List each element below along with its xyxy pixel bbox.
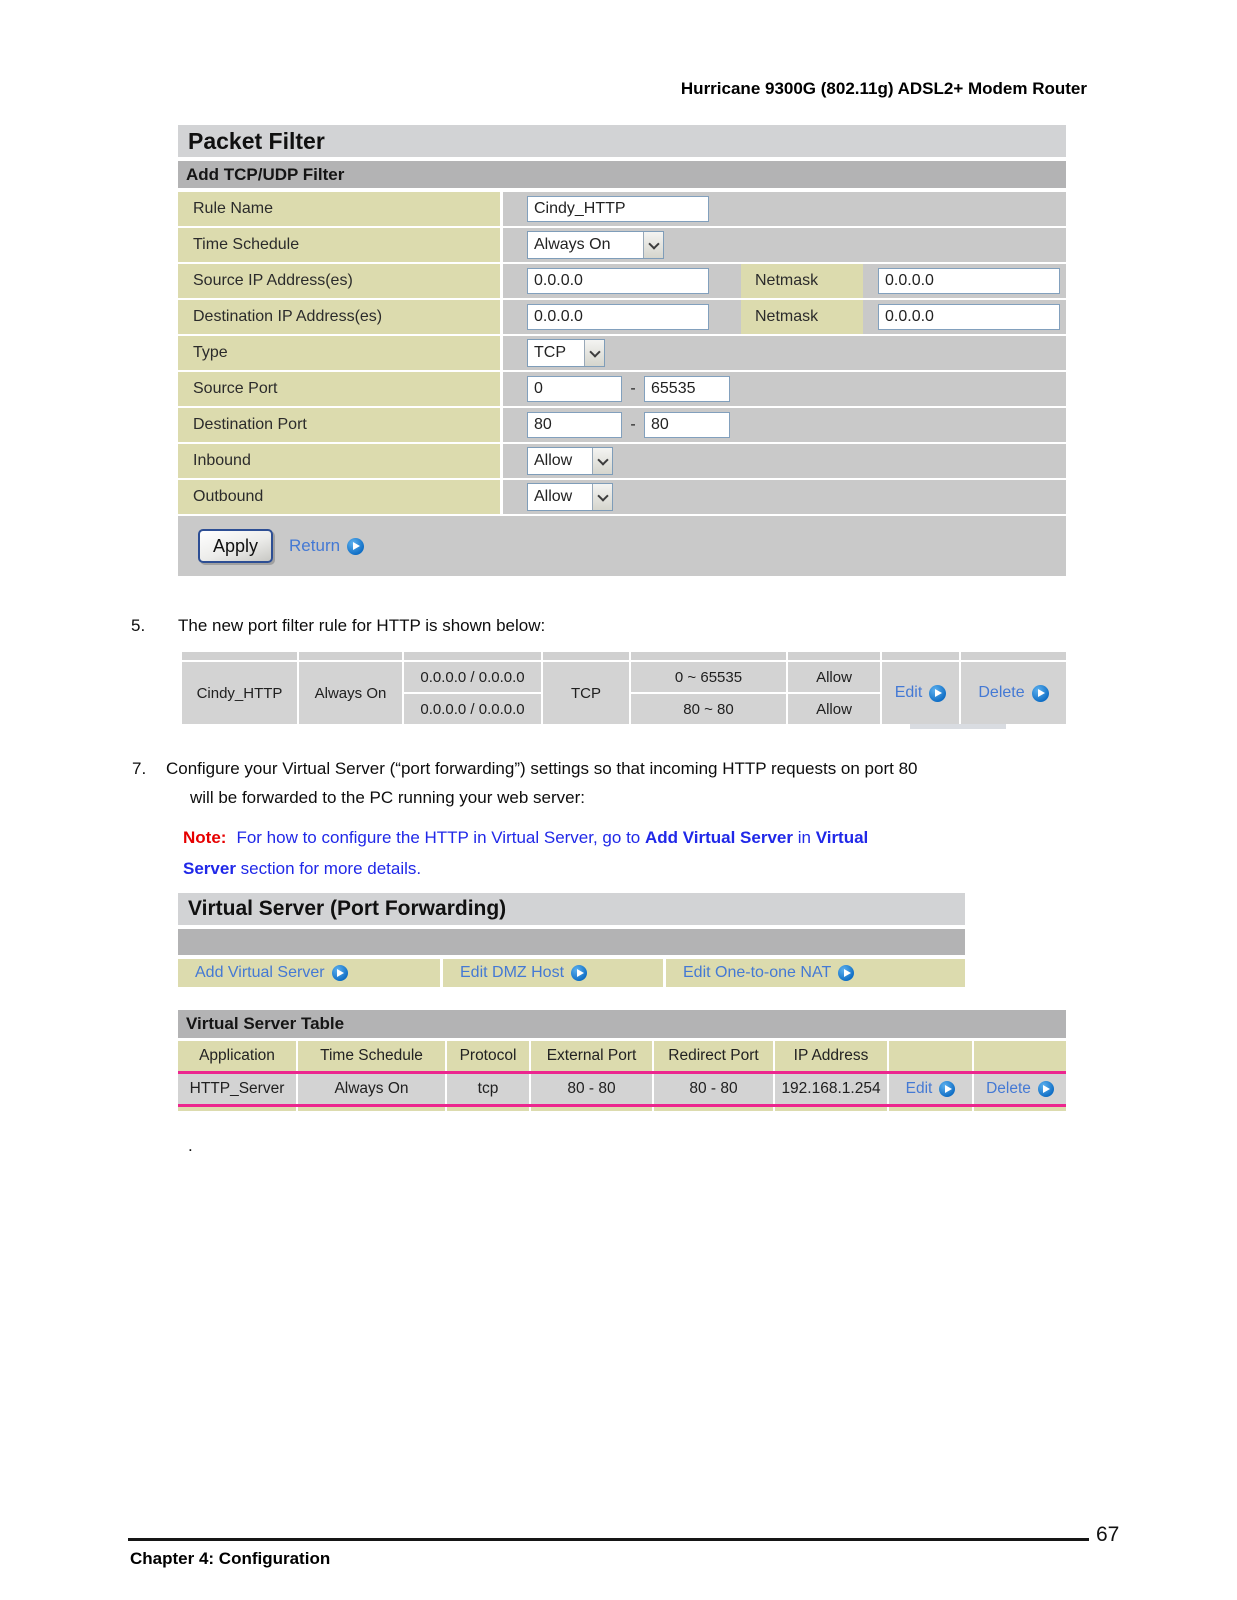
inbound-value: Allow	[534, 452, 573, 469]
source-netmask-input[interactable]	[878, 268, 1060, 294]
inbound-select[interactable]	[527, 447, 613, 475]
rule-ip-dest: 0.0.0.0 / 0.0.0.0	[404, 694, 541, 724]
step-7-line2: will be forwarded to the PC running your web server:	[190, 788, 585, 807]
chevron-down-icon	[648, 238, 659, 249]
step-5-text	[131, 616, 545, 636]
dest-ip-label: Destination IP Address(es)	[178, 300, 500, 334]
port-range-separator: -	[630, 380, 636, 397]
play-icon	[1038, 1081, 1054, 1097]
dest-netmask-input[interactable]	[878, 304, 1060, 330]
virtual-server-spacer-bar	[178, 929, 965, 955]
scrollbar-remnant	[910, 724, 1006, 729]
filter-rule-table	[182, 652, 1066, 729]
dest-ip-input[interactable]	[527, 304, 709, 330]
col-ip-address: IP Address	[775, 1041, 887, 1071]
step-7-line1: Configure your Virtual Server (“port forwarding”) settings so that incoming HTTP requests on port 80	[166, 759, 918, 778]
chevron-down-icon	[597, 454, 608, 465]
table-remnant-row	[178, 1107, 1066, 1111]
source-port-from-input[interactable]	[527, 376, 622, 402]
edit-one-to-one-nat-link[interactable]: Edit One-to-one NAT	[683, 964, 854, 982]
time-schedule-label: Time Schedule	[178, 228, 500, 262]
source-port-row	[178, 372, 1066, 406]
packet-filter-title: Packet Filter	[178, 125, 1066, 157]
source-ip-input[interactable]	[527, 268, 709, 294]
dropdown-button[interactable]	[592, 484, 612, 510]
packet-filter-form	[178, 192, 1066, 514]
dest-ip-row	[178, 300, 1066, 334]
dest-port-from-input[interactable]	[527, 412, 622, 438]
dest-netmask-label: Netmask	[741, 300, 863, 334]
source-ip-row	[178, 264, 1066, 298]
dropdown-button[interactable]	[584, 340, 604, 366]
return-link[interactable]	[289, 536, 364, 556]
chevron-down-icon	[597, 490, 608, 501]
type-select[interactable]	[527, 339, 605, 367]
rule-action-outbound: Allow	[788, 694, 880, 724]
edit-link[interactable]	[895, 684, 947, 702]
packet-filter-panel	[178, 125, 1066, 576]
dest-port-label: Destination Port	[178, 408, 500, 442]
return-link-label: Return	[289, 536, 341, 555]
outbound-value: Allow	[534, 488, 573, 505]
cell-ip-address: 192.168.1.254	[775, 1074, 887, 1104]
rule-name-label: Rule Name	[178, 192, 500, 226]
play-icon	[571, 965, 587, 981]
form-footer	[178, 516, 1066, 576]
apply-button[interactable]: Apply	[198, 529, 273, 563]
page-number: 67	[1096, 1523, 1120, 1546]
inbound-row	[178, 444, 1066, 478]
source-ip-label: Source IP Address(es)	[178, 264, 500, 298]
note-line2: Server section for more details.	[183, 859, 422, 878]
col-redirect-port: Redirect Port	[654, 1041, 773, 1071]
source-netmask-label: Netmask	[741, 264, 863, 298]
virtual-server-table-row	[178, 1074, 1066, 1104]
rule-name-input[interactable]	[527, 196, 709, 222]
col-edit	[889, 1041, 972, 1071]
type-row	[178, 336, 1066, 370]
type-value: TCP	[534, 344, 566, 361]
cell-application: HTTP_Server	[178, 1074, 296, 1104]
dest-port-row	[178, 408, 1066, 442]
col-application: Application	[178, 1041, 296, 1071]
col-external-port: External Port	[531, 1041, 652, 1071]
time-schedule-select[interactable]	[527, 231, 664, 259]
dropdown-button[interactable]	[643, 232, 663, 258]
virtual-server-table	[178, 1010, 1066, 1111]
type-label: Type	[178, 336, 500, 370]
play-icon	[347, 538, 364, 555]
doc-header-title: Hurricane 9300G (802.11g) ADSL2+ Modem Router	[680, 79, 1087, 98]
delete-link-label: Delete	[978, 684, 1025, 701]
step-5-sentence: The new port filter rule for HTTP is shown below:	[178, 616, 546, 635]
col-protocol: Protocol	[447, 1041, 529, 1071]
cell-time-schedule: Always On	[298, 1074, 445, 1104]
time-schedule-value: Always On	[534, 236, 611, 253]
outbound-label: Outbound	[178, 480, 500, 514]
footer-rule	[128, 1538, 1089, 1541]
dest-port-to-input[interactable]	[644, 412, 730, 438]
virtual-server-table-title: Virtual Server Table	[178, 1010, 1066, 1038]
rule-type-cell: TCP	[543, 662, 629, 724]
dropdown-button[interactable]	[592, 448, 612, 474]
virtual-server-links-bar	[178, 959, 965, 987]
cell-external-port: 80 - 80	[531, 1074, 652, 1104]
play-icon	[929, 685, 946, 702]
step-5-number: 5.	[131, 616, 146, 635]
cell-redirect-port: 80 - 80	[654, 1074, 773, 1104]
rule-schedule-cell: Always On	[299, 662, 402, 724]
edit-dmz-host-link[interactable]: Edit DMZ Host	[460, 964, 587, 982]
virtual-server-title: Virtual Server (Port Forwarding)	[178, 893, 965, 925]
play-icon	[1032, 685, 1049, 702]
edit-link-label: Edit	[894, 684, 923, 701]
chevron-down-icon	[589, 346, 600, 357]
col-delete	[974, 1041, 1066, 1071]
step-7-text	[132, 754, 918, 812]
rule-table-row	[182, 662, 1066, 724]
rule-ip-cell	[404, 662, 541, 724]
rule-ports-dest: 80 ~ 80	[631, 694, 786, 724]
outbound-select[interactable]	[527, 483, 613, 511]
time-schedule-row	[178, 228, 1066, 262]
rule-name-cell: Cindy_HTTP	[182, 662, 297, 724]
note-line1: Note: For how to configure the HTTP in Virtual Server, go to Add Virtual Server in Virtual	[183, 828, 869, 847]
rule-ports-source: 0 ~ 65535	[631, 662, 786, 692]
add-tcp-udp-filter-subtitle: Add TCP/UDP Filter	[178, 161, 1066, 188]
col-time-schedule: Time Schedule	[298, 1041, 445, 1071]
add-virtual-server-link[interactable]: Add Virtual Server	[195, 964, 348, 982]
rule-table-header-strip	[182, 652, 1066, 660]
rule-ports-cell	[631, 662, 786, 724]
delete-link[interactable]: Delete	[986, 1080, 1054, 1098]
inbound-label: Inbound	[178, 444, 500, 478]
play-icon	[939, 1081, 955, 1097]
play-icon	[332, 965, 348, 981]
play-icon	[838, 965, 854, 981]
note-block	[183, 822, 868, 884]
rule-action-cell	[788, 662, 880, 724]
rule-name-row	[178, 192, 1066, 226]
cell-protocol: tcp	[447, 1074, 529, 1104]
trailing-period: .	[188, 1136, 193, 1155]
chapter-footer: Chapter 4: Configuration	[130, 1549, 331, 1568]
outbound-row	[178, 480, 1066, 514]
port-range-separator: -	[630, 416, 636, 433]
edit-link[interactable]: Edit	[906, 1080, 956, 1098]
virtual-server-table-headers	[178, 1041, 1066, 1071]
rule-ip-source: 0.0.0.0 / 0.0.0.0	[404, 662, 541, 692]
step-7-number: 7.	[132, 759, 147, 778]
note-label: Note:	[183, 828, 227, 847]
rule-action-inbound: Allow	[788, 662, 880, 692]
source-port-label: Source Port	[178, 372, 500, 406]
source-port-to-input[interactable]	[644, 376, 730, 402]
virtual-server-panel	[178, 893, 965, 987]
delete-link[interactable]	[978, 684, 1048, 702]
